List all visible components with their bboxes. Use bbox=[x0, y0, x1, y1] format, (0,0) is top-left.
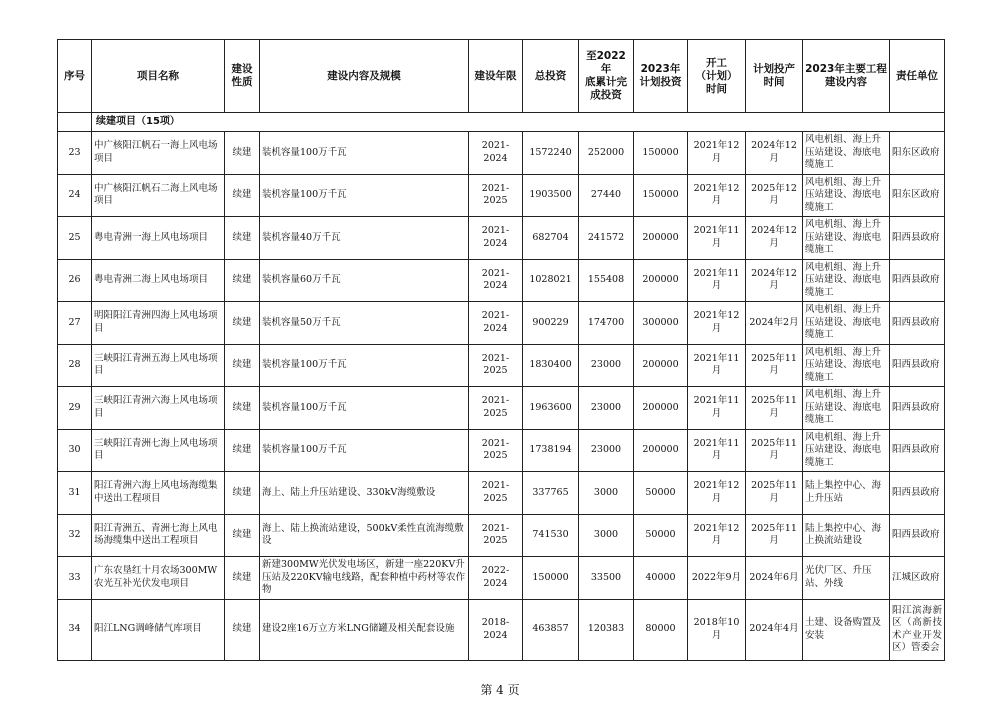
cell-content: 海上、陆上换流站建设，500kV柔性直流海缆敷设 bbox=[260, 514, 469, 557]
cell-works: 光伏厂区、升压站、外线 bbox=[803, 557, 890, 600]
table-row bbox=[58, 599, 945, 660]
cell-plan2023: 200000 bbox=[634, 217, 688, 260]
header-unit: 责任单位 bbox=[890, 40, 945, 113]
table-row bbox=[58, 259, 945, 302]
section-label: 续建项目（15项） bbox=[92, 113, 945, 132]
cell-no: 28 bbox=[58, 344, 92, 387]
cell-unit: 阳西县政府 bbox=[890, 259, 945, 302]
table-row bbox=[58, 132, 945, 175]
cell-start: 2021年11月 bbox=[688, 259, 746, 302]
header-completed: 至2022年 底累计完 成投资 bbox=[579, 40, 634, 113]
cell-name: 三峡阳江青洲六海上风电场项目 bbox=[92, 387, 225, 430]
header-content: 建设内容及规模 bbox=[260, 40, 469, 113]
cell-works: 风电机组、海上升压站建设、海底电缆施工 bbox=[803, 217, 890, 260]
cell-start: 2021年11月 bbox=[688, 429, 746, 472]
cell-nature: 续建 bbox=[225, 217, 260, 260]
cell-start: 2021年11月 bbox=[688, 387, 746, 430]
header-works: 2023年主要工程 建设内容 bbox=[803, 40, 890, 113]
cell-plan2023: 150000 bbox=[634, 132, 688, 175]
cell-works: 风电机组、海上升压站建设、海底电缆施工 bbox=[803, 344, 890, 387]
header-years: 建设年限 bbox=[469, 40, 523, 113]
cell-production: 2025年11月 bbox=[746, 387, 803, 430]
cell-no: 30 bbox=[58, 429, 92, 472]
cell-total: 682704 bbox=[523, 217, 579, 260]
header-no: 序号 bbox=[58, 40, 92, 113]
cell-plan2023: 200000 bbox=[634, 429, 688, 472]
cell-years: 2018-2024 bbox=[469, 599, 523, 660]
cell-name: 三峡阳江青洲五海上风电场项目 bbox=[92, 344, 225, 387]
cell-total: 900229 bbox=[523, 302, 579, 345]
cell-start: 2021年12月 bbox=[688, 302, 746, 345]
cell-works: 风电机组、海上升压站建设、海底电缆施工 bbox=[803, 259, 890, 302]
cell-nature: 续建 bbox=[225, 387, 260, 430]
cell-works: 风电机组、海上升压站建设、海底电缆施工 bbox=[803, 387, 890, 430]
cell-name: 广东农垦红十月农场300MW农光互补光伏发电项目 bbox=[92, 557, 225, 600]
header-nature: 建设 性质 bbox=[225, 40, 260, 113]
table-row bbox=[58, 387, 945, 430]
cell-production: 2025年11月 bbox=[746, 429, 803, 472]
cell-years: 2021-2025 bbox=[469, 429, 523, 472]
table-row bbox=[58, 217, 945, 260]
cell-years: 2021-2025 bbox=[469, 472, 523, 515]
header-production: 计划投产 时间 bbox=[746, 40, 803, 113]
cell-total: 1963600 bbox=[523, 387, 579, 430]
cell-content: 装机容量60万千瓦 bbox=[260, 259, 469, 302]
cell-content: 装机容量50万千瓦 bbox=[260, 302, 469, 345]
cell-unit: 阳东区政府 bbox=[890, 132, 945, 175]
cell-no: 32 bbox=[58, 514, 92, 557]
cell-completed: 252000 bbox=[579, 132, 634, 175]
section-row bbox=[58, 113, 945, 132]
cell-unit: 阳西县政府 bbox=[890, 472, 945, 515]
cell-no: 34 bbox=[58, 599, 92, 660]
page-number: 第 4 页 bbox=[480, 683, 520, 697]
cell-no: 31 bbox=[58, 472, 92, 515]
cell-completed: 174700 bbox=[579, 302, 634, 345]
table-row bbox=[58, 429, 945, 472]
cell-works: 土建、设备购置及安装 bbox=[803, 599, 890, 660]
cell-completed: 3000 bbox=[579, 514, 634, 557]
section-no-cell bbox=[58, 113, 92, 132]
cell-start: 2021年11月 bbox=[688, 344, 746, 387]
cell-production: 2025年11月 bbox=[746, 344, 803, 387]
cell-content: 装机容量100万千瓦 bbox=[260, 132, 469, 175]
cell-works: 陆上集控中心、海上换流站建设 bbox=[803, 514, 890, 557]
cell-works: 风电机组、海上升压站建设、海底电缆施工 bbox=[803, 174, 890, 217]
cell-completed: 33500 bbox=[579, 557, 634, 600]
cell-nature: 续建 bbox=[225, 472, 260, 515]
cell-name: 粤电青洲一海上风电场项目 bbox=[92, 217, 225, 260]
cell-unit: 阳江滨海新区（高新技术产业开发区）管委会 bbox=[890, 599, 945, 660]
cell-nature: 续建 bbox=[225, 599, 260, 660]
cell-completed: 155408 bbox=[579, 259, 634, 302]
cell-no: 33 bbox=[58, 557, 92, 600]
cell-content: 装机容量40万千瓦 bbox=[260, 217, 469, 260]
cell-plan2023: 200000 bbox=[634, 259, 688, 302]
cell-no: 23 bbox=[58, 132, 92, 175]
cell-production: 2025年11月 bbox=[746, 514, 803, 557]
cell-name: 粤电青洲二海上风电场项目 bbox=[92, 259, 225, 302]
cell-nature: 续建 bbox=[225, 514, 260, 557]
table-row bbox=[58, 302, 945, 345]
cell-nature: 续建 bbox=[225, 344, 260, 387]
cell-production: 2025年11月 bbox=[746, 472, 803, 515]
cell-content: 装机容量100万千瓦 bbox=[260, 429, 469, 472]
cell-name: 阳江青洲六海上风电场海缆集中送出工程项目 bbox=[92, 472, 225, 515]
cell-completed: 23000 bbox=[579, 387, 634, 430]
cell-plan2023: 200000 bbox=[634, 387, 688, 430]
cell-plan2023: 50000 bbox=[634, 514, 688, 557]
cell-plan2023: 50000 bbox=[634, 472, 688, 515]
cell-no: 25 bbox=[58, 217, 92, 260]
cell-unit: 阳东区政府 bbox=[890, 174, 945, 217]
cell-total: 1028021 bbox=[523, 259, 579, 302]
cell-production: 2024年4月 bbox=[746, 599, 803, 660]
cell-total: 150000 bbox=[523, 557, 579, 600]
table-row bbox=[58, 472, 945, 515]
cell-nature: 续建 bbox=[225, 132, 260, 175]
cell-nature: 续建 bbox=[225, 259, 260, 302]
cell-works: 风电机组、海上升压站建设、海底电缆施工 bbox=[803, 132, 890, 175]
cell-no: 24 bbox=[58, 174, 92, 217]
cell-production: 2024年12月 bbox=[746, 132, 803, 175]
cell-unit: 阳西县政府 bbox=[890, 344, 945, 387]
cell-no: 27 bbox=[58, 302, 92, 345]
cell-total: 741530 bbox=[523, 514, 579, 557]
cell-unit: 阳西县政府 bbox=[890, 429, 945, 472]
cell-production: 2024年6月 bbox=[746, 557, 803, 600]
cell-start: 2018年10月 bbox=[688, 599, 746, 660]
cell-nature: 续建 bbox=[225, 174, 260, 217]
cell-production: 2025年12月 bbox=[746, 174, 803, 217]
cell-content: 装机容量100万千瓦 bbox=[260, 344, 469, 387]
cell-content: 装机容量100万千瓦 bbox=[260, 387, 469, 430]
cell-plan2023: 150000 bbox=[634, 174, 688, 217]
cell-plan2023: 200000 bbox=[634, 344, 688, 387]
cell-name: 中广核阳江帆石二海上风电场项目 bbox=[92, 174, 225, 217]
cell-years: 2021-2024 bbox=[469, 259, 523, 302]
cell-total: 1572240 bbox=[523, 132, 579, 175]
cell-plan2023: 40000 bbox=[634, 557, 688, 600]
cell-name: 三峡阳江青洲七海上风电场项目 bbox=[92, 429, 225, 472]
cell-years: 2021-2025 bbox=[469, 344, 523, 387]
cell-years: 2021-2025 bbox=[469, 387, 523, 430]
cell-total: 1738194 bbox=[523, 429, 579, 472]
cell-works: 风电机组、海上升压站建设、海底电缆施工 bbox=[803, 429, 890, 472]
cell-years: 2021-2025 bbox=[469, 514, 523, 557]
table-row bbox=[58, 514, 945, 557]
cell-total: 337765 bbox=[523, 472, 579, 515]
cell-years: 2022-2024 bbox=[469, 557, 523, 600]
cell-production: 2024年12月 bbox=[746, 217, 803, 260]
cell-nature: 续建 bbox=[225, 429, 260, 472]
header-total: 总投资 bbox=[523, 40, 579, 113]
cell-content: 新建300MW光伏发电场区，新建一座220KV升压站及220KV输电线路，配套种植中药材等农作物 bbox=[260, 557, 469, 600]
cell-content: 建设2座16万立方米LNG储罐及相关配套设施 bbox=[260, 599, 469, 660]
cell-completed: 27440 bbox=[579, 174, 634, 217]
header-plan2023: 2023年 计划投资 bbox=[634, 40, 688, 113]
cell-name: 阳江青洲五、青洲七海上风电场海缆集中送出工程项目 bbox=[92, 514, 225, 557]
cell-content: 海上、陆上升压站建设、330kV海缆敷设 bbox=[260, 472, 469, 515]
cell-nature: 续建 bbox=[225, 302, 260, 345]
cell-plan2023: 300000 bbox=[634, 302, 688, 345]
cell-total: 1903500 bbox=[523, 174, 579, 217]
cell-works: 风电机组、海上升压站建设、海底电缆施工 bbox=[803, 302, 890, 345]
cell-years: 2021-2024 bbox=[469, 302, 523, 345]
cell-production: 2024年12月 bbox=[746, 259, 803, 302]
cell-years: 2021-2025 bbox=[469, 174, 523, 217]
table-row bbox=[58, 174, 945, 217]
cell-total: 463857 bbox=[523, 599, 579, 660]
cell-name: 阳江LNG调峰储气库项目 bbox=[92, 599, 225, 660]
cell-works: 陆上集控中心、海上升压站 bbox=[803, 472, 890, 515]
cell-years: 2021-2024 bbox=[469, 132, 523, 175]
cell-start: 2021年12月 bbox=[688, 174, 746, 217]
cell-plan2023: 80000 bbox=[634, 599, 688, 660]
cell-total: 1830400 bbox=[523, 344, 579, 387]
cell-completed: 3000 bbox=[579, 472, 634, 515]
cell-no: 26 bbox=[58, 259, 92, 302]
cell-completed: 241572 bbox=[579, 217, 634, 260]
cell-start: 2021年12月 bbox=[688, 514, 746, 557]
header-name: 项目名称 bbox=[92, 40, 225, 113]
cell-unit: 阳西县政府 bbox=[890, 302, 945, 345]
cell-completed: 23000 bbox=[579, 344, 634, 387]
cell-name: 明阳阳江青洲四海上风电场项目 bbox=[92, 302, 225, 345]
cell-production: 2024年2月 bbox=[746, 302, 803, 345]
cell-start: 2021年11月 bbox=[688, 217, 746, 260]
header-row bbox=[58, 40, 945, 113]
cell-unit: 阳西县政府 bbox=[890, 514, 945, 557]
table-row bbox=[58, 557, 945, 600]
header-start: 开工 （计划） 时间 bbox=[688, 40, 746, 113]
cell-unit: 阳西县政府 bbox=[890, 217, 945, 260]
project-table bbox=[57, 39, 945, 661]
cell-no: 29 bbox=[58, 387, 92, 430]
cell-years: 2021-2024 bbox=[469, 217, 523, 260]
cell-completed: 120383 bbox=[579, 599, 634, 660]
cell-start: 2021年12月 bbox=[688, 132, 746, 175]
cell-unit: 江城区政府 bbox=[890, 557, 945, 600]
cell-name: 中广核阳江帆石一海上风电场项目 bbox=[92, 132, 225, 175]
cell-unit: 阳西县政府 bbox=[890, 387, 945, 430]
cell-start: 2022年9月 bbox=[688, 557, 746, 600]
cell-nature: 续建 bbox=[225, 557, 260, 600]
table-row bbox=[58, 344, 945, 387]
cell-start: 2021年12月 bbox=[688, 472, 746, 515]
cell-content: 装机容量100万千瓦 bbox=[260, 174, 469, 217]
cell-completed: 23000 bbox=[579, 429, 634, 472]
